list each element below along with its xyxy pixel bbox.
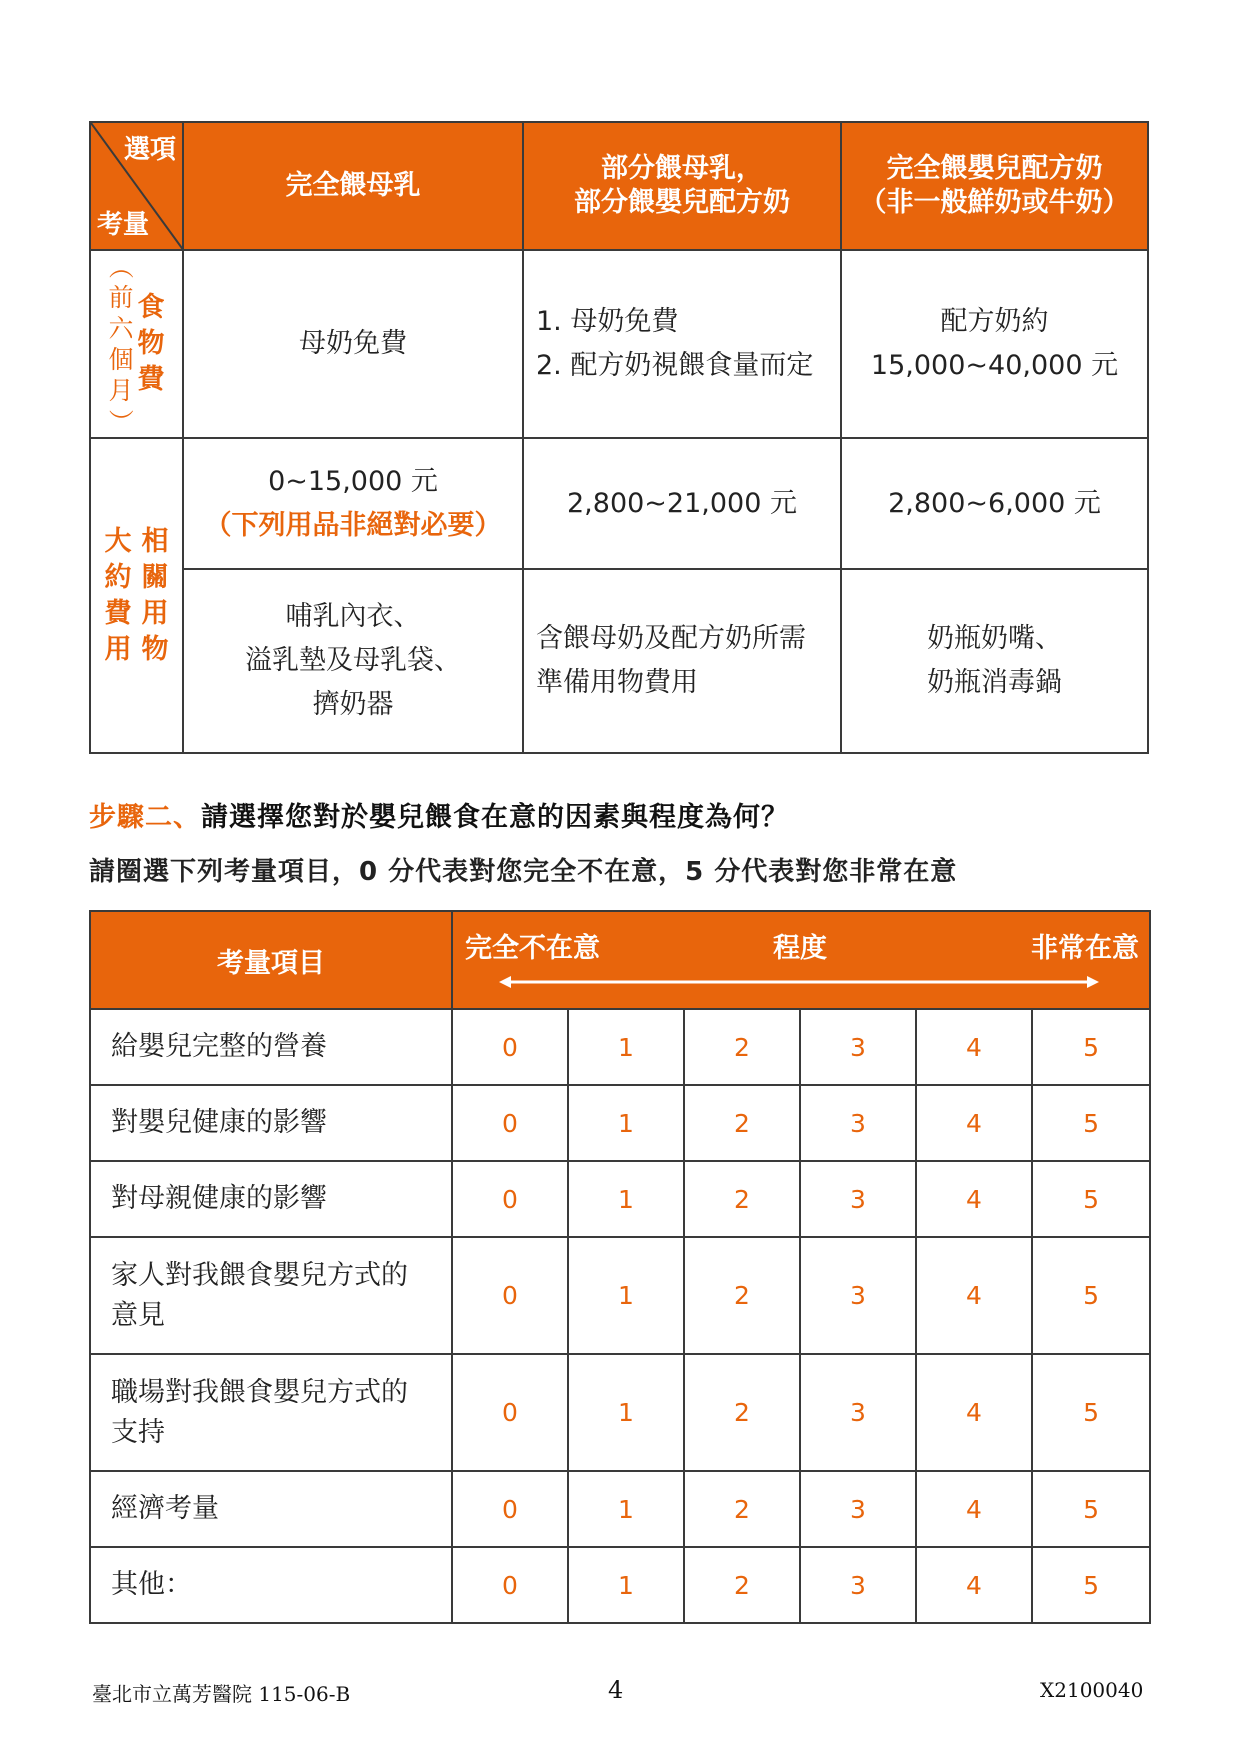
header-full-formula: 完全餵嬰兒配方奶 （非一般鮮奶或牛奶） <box>841 122 1148 250</box>
not-necessary-note: （下列用品非絕對必要） <box>204 509 502 541</box>
supply-items-formula: 奶瓶奶嘴、 奶瓶消毒鍋 <box>841 569 1148 753</box>
score-option-1[interactable]: 1 <box>568 1237 684 1354</box>
food-cost-formula: 配方奶約 15,000~40,000 元 <box>841 250 1148 438</box>
rating-row <box>90 1009 1150 1085</box>
supply-items-breastfeeding: 哺乳內衣、 溢乳墊及母乳袋、 擠奶器 <box>183 569 523 753</box>
step2-heading <box>89 795 789 834</box>
rating-row <box>90 1237 1150 1354</box>
supply-items-partial: 含餵母奶及配方奶所需 準備用物費用 <box>523 569 841 753</box>
score-option-3[interactable]: 3 <box>800 1471 916 1547</box>
double-arrow-icon <box>499 974 1099 990</box>
step2-label: 步驟二、 <box>89 802 201 833</box>
score-option-5[interactable]: 5 <box>1032 1547 1150 1623</box>
header-partial-feeding: 部分餵母乳， 部分餵嬰兒配方奶 <box>523 122 841 250</box>
score-option-3[interactable]: 3 <box>800 1085 916 1161</box>
consideration-item-label: 經濟考量 <box>90 1471 452 1547</box>
corner-consideration-label: 考量 <box>97 210 150 240</box>
score-option-2[interactable]: 2 <box>684 1009 800 1085</box>
page-number: 4 <box>608 1676 624 1704</box>
scale-care-label: 非常在意 <box>1031 933 1140 964</box>
food-cost-breastfeeding: 母奶免費 <box>183 250 523 438</box>
score-option-0[interactable]: 0 <box>452 1237 568 1354</box>
consideration-item-label: 職場對我餵食嬰兒方式的 支持 <box>90 1354 452 1471</box>
score-option-1[interactable]: 1 <box>568 1085 684 1161</box>
supply-cost-formula: 2,800~6,000 元 <box>841 438 1148 569</box>
footer-hospital-code: 臺北市立萬芳醫院 115-06-B <box>92 1682 351 1706</box>
score-option-0[interactable]: 0 <box>452 1354 568 1471</box>
footer-form-code: X2100040 <box>1040 1678 1144 1702</box>
consideration-item-label: 家人對我餵食嬰兒方式的 意見 <box>90 1237 452 1354</box>
score-option-0[interactable]: 0 <box>452 1471 568 1547</box>
score-option-2[interactable]: 2 <box>684 1547 800 1623</box>
score-option-3[interactable]: 3 <box>800 1237 916 1354</box>
scale-degree-label: 程度 <box>773 933 827 964</box>
consideration-item-label: 對母親健康的影響 <box>90 1161 452 1237</box>
score-option-4[interactable]: 4 <box>916 1354 1032 1471</box>
score-option-5[interactable]: 5 <box>1032 1085 1150 1161</box>
score-option-5[interactable]: 5 <box>1032 1161 1150 1237</box>
degree-scale-header <box>452 911 1150 1009</box>
step2-question: 請選擇您對於嬰兒餵食在意的因素與程度為何？ <box>201 802 789 833</box>
score-option-5[interactable]: 5 <box>1032 1237 1150 1354</box>
rating-instruction: 請圈選下列考量項目，0 分代表對您完全不在意，5 分代表對您非常在意 <box>89 857 958 887</box>
score-option-1[interactable]: 1 <box>568 1354 684 1471</box>
rating-row <box>90 1354 1150 1471</box>
score-option-2[interactable]: 2 <box>684 1161 800 1237</box>
consideration-item-label: 其他： <box>90 1547 452 1623</box>
feeding-cost-table <box>89 121 1149 754</box>
score-option-3[interactable]: 3 <box>800 1009 916 1085</box>
score-option-5[interactable]: 5 <box>1032 1354 1150 1471</box>
score-option-3[interactable]: 3 <box>800 1161 916 1237</box>
rating-row <box>90 1547 1150 1623</box>
score-option-2[interactable]: 2 <box>684 1237 800 1354</box>
food-cost-partial: 1. 母奶免費 2. 配方奶視餵食量而定 <box>523 250 841 438</box>
corner-options-label: 選項 <box>123 135 176 165</box>
score-option-1[interactable]: 1 <box>568 1161 684 1237</box>
approx-cost-label: 大 約 費 用 <box>104 525 132 665</box>
food-cost-row-label <box>90 250 183 438</box>
related-supplies-label: 相 關 用 物 <box>141 525 169 665</box>
score-option-5[interactable]: 5 <box>1032 1471 1150 1547</box>
score-option-3[interactable]: 3 <box>800 1354 916 1471</box>
score-option-1[interactable]: 1 <box>568 1471 684 1547</box>
score-option-2[interactable]: 2 <box>684 1471 800 1547</box>
score-option-4[interactable]: 4 <box>916 1009 1032 1085</box>
scale-not-care-label: 完全不在意 <box>465 933 600 964</box>
score-option-0[interactable]: 0 <box>452 1085 568 1161</box>
score-option-4[interactable]: 4 <box>916 1161 1032 1237</box>
score-option-2[interactable]: 2 <box>684 1354 800 1471</box>
consideration-item-label: 對嬰兒健康的影響 <box>90 1085 452 1161</box>
consideration-item-header: 考量項目 <box>90 911 452 1009</box>
score-option-4[interactable]: 4 <box>916 1547 1032 1623</box>
first-six-months-label: （ 前 六 個 月 ） <box>106 253 136 435</box>
score-option-4[interactable]: 4 <box>916 1471 1032 1547</box>
related-cost-row-label <box>90 438 183 753</box>
rating-row <box>90 1161 1150 1237</box>
score-option-0[interactable]: 0 <box>452 1547 568 1623</box>
food-cost-label: 食 物 費 <box>137 292 165 395</box>
score-option-1[interactable]: 1 <box>568 1009 684 1085</box>
rating-table <box>89 910 1151 1624</box>
score-option-4[interactable]: 4 <box>916 1237 1032 1354</box>
table-corner-header <box>90 122 183 250</box>
supply-cost-breastfeeding: 0~15,000 元 （下列用品非絕對必要） <box>183 438 523 569</box>
score-option-0[interactable]: 0 <box>452 1161 568 1237</box>
header-full-breastfeeding: 完全餵母乳 <box>183 122 523 250</box>
rating-row <box>90 1085 1150 1161</box>
score-option-0[interactable]: 0 <box>452 1009 568 1085</box>
supply-cost-partial: 2,800~21,000 元 <box>523 438 841 569</box>
rating-row <box>90 1471 1150 1547</box>
score-option-3[interactable]: 3 <box>800 1547 916 1623</box>
score-option-1[interactable]: 1 <box>568 1547 684 1623</box>
score-option-5[interactable]: 5 <box>1032 1009 1150 1085</box>
score-option-2[interactable]: 2 <box>684 1085 800 1161</box>
score-option-4[interactable]: 4 <box>916 1085 1032 1161</box>
consideration-item-label: 給嬰兒完整的營養 <box>90 1009 452 1085</box>
